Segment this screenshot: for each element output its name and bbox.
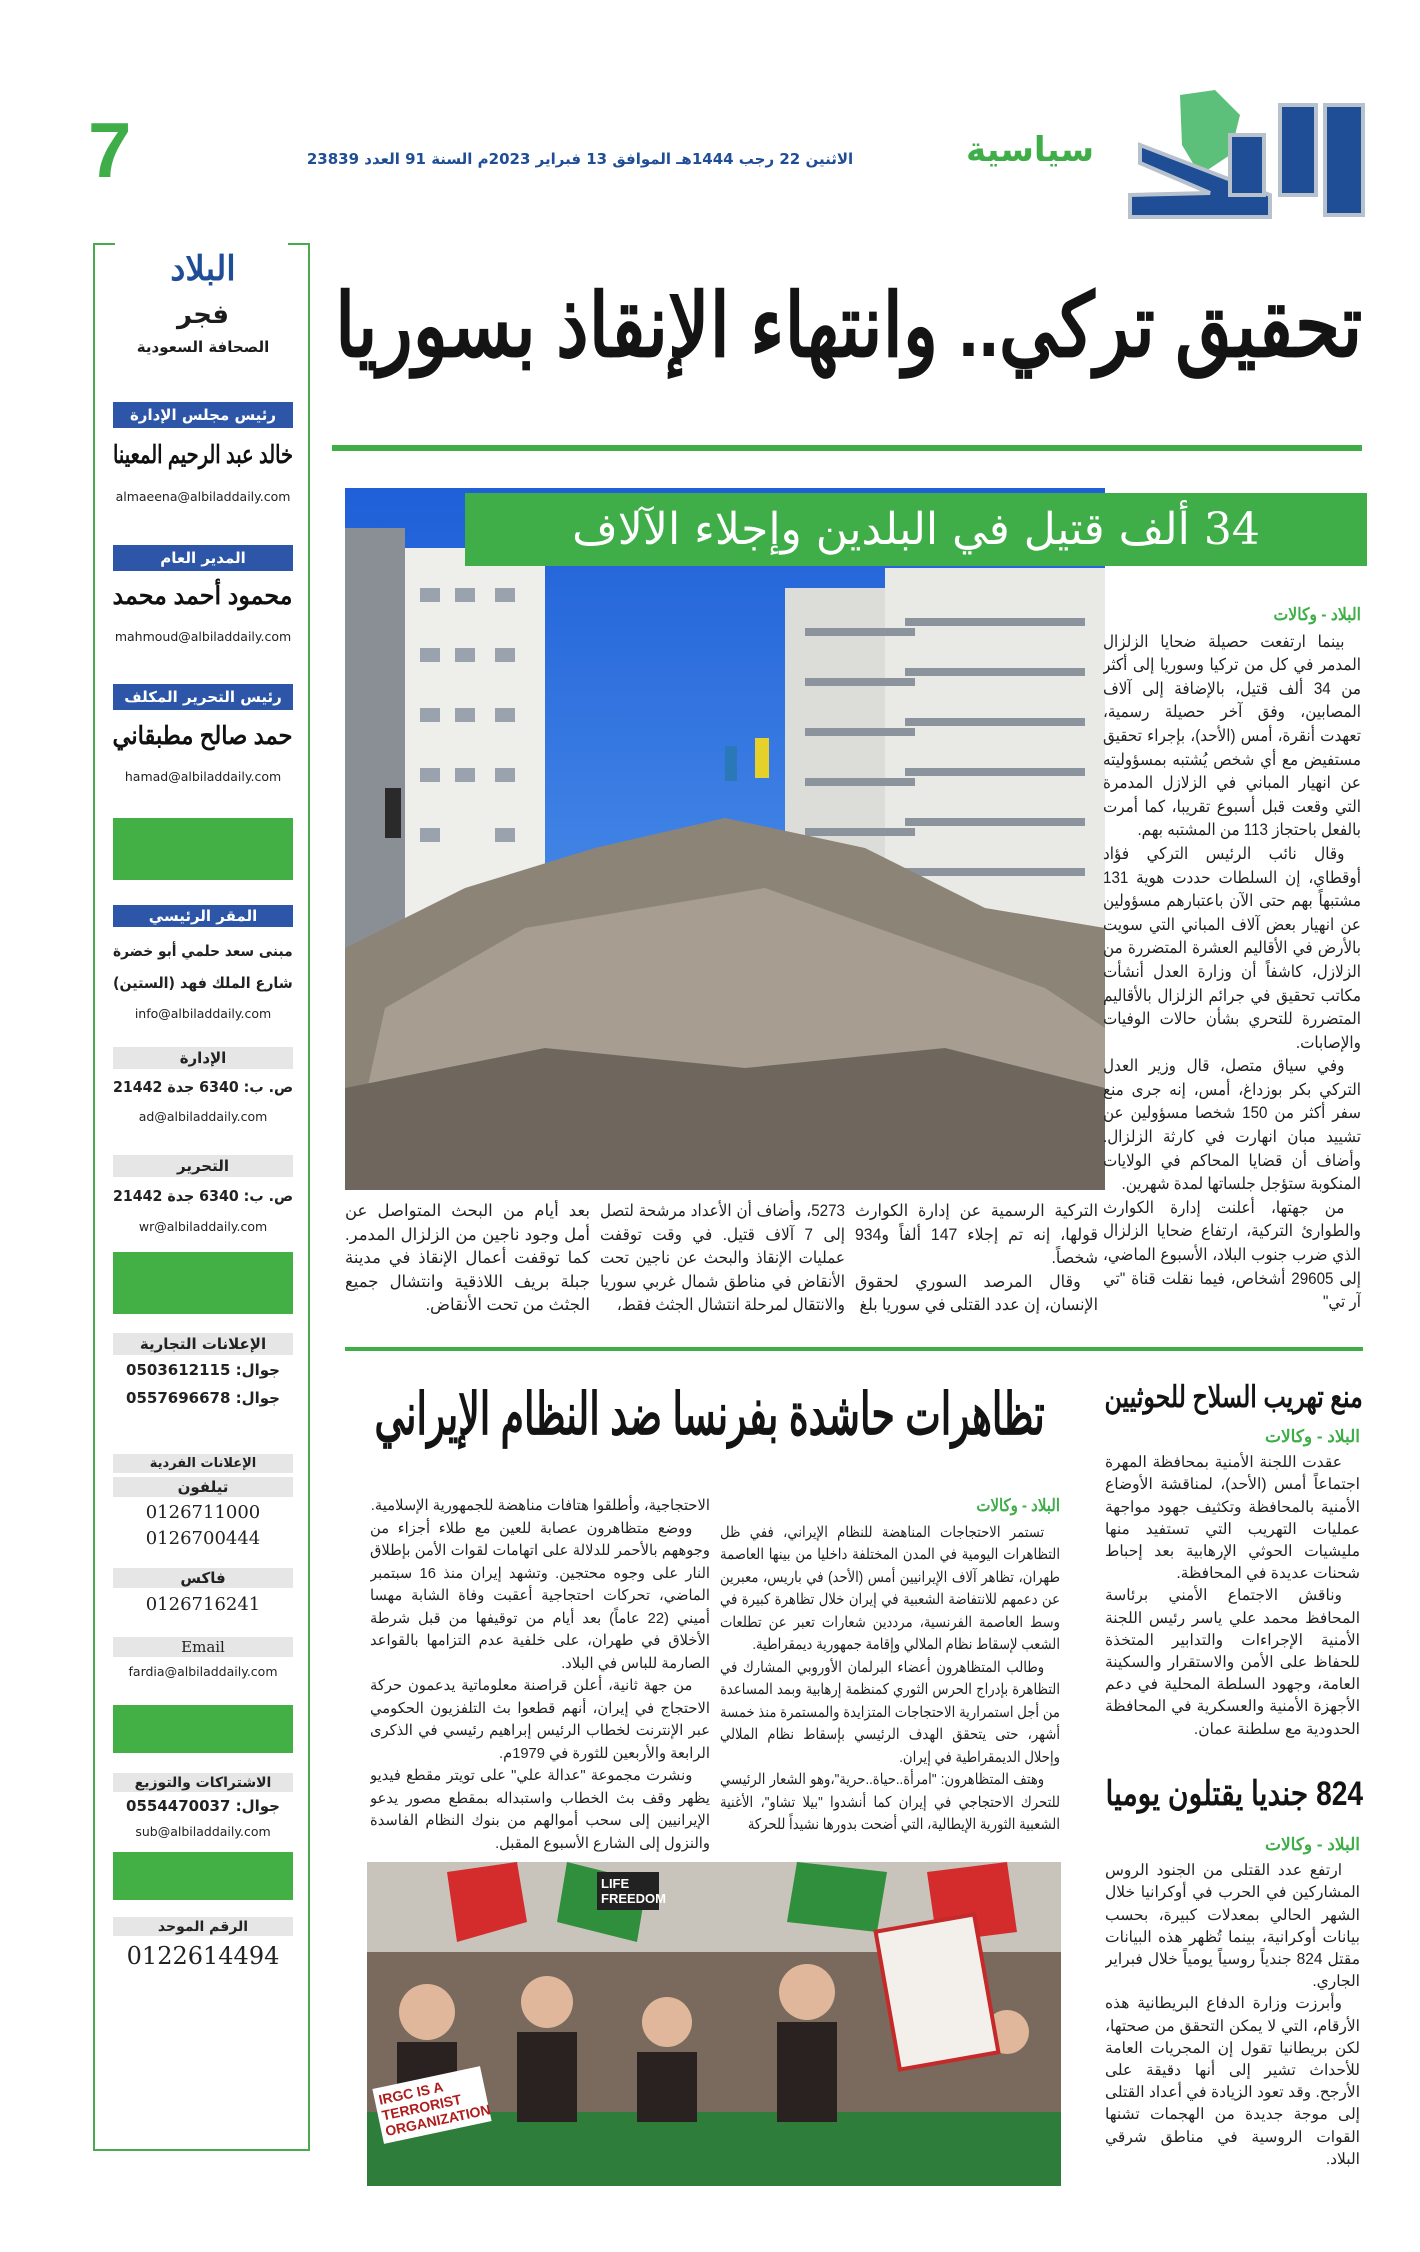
hq-label bbox=[113, 905, 293, 927]
paragraph: من جهتها، أعلنت إدارة الكوارث والطوارئ التركية، ارتفاع ضحايا الزلزال الذي ضرب جنوب البلاد، الأسبوع الماضي، إلى 29605 أشخاص، فيما نقلت قناة "تي آر تي" bbox=[1103, 1198, 1361, 1312]
green-block bbox=[113, 1705, 293, 1753]
lead-bottom-column-1 bbox=[855, 1200, 1098, 1340]
editor-name-text: حمد صالح مطبقاني bbox=[112, 722, 294, 750]
masthead-sidebar bbox=[93, 243, 310, 2151]
gm-label-text: المدير العام bbox=[160, 549, 246, 567]
phone-2 bbox=[113, 1527, 293, 1549]
commercial-mobile-1 bbox=[113, 1360, 293, 1380]
editorial-email-text[interactable]: wr@albiladdaily.com bbox=[138, 1218, 268, 1234]
paragraph: وطالب المتظاهرون أعضاء البرلمان الأوروبي المشارك في التظاهرة بإدراج الحرس الثوري كمنظمة إرهابية وبمد المساعدة من أجل استمرارية الاحتجاجات المتزايدة والمستمرة منذ خمسة أشهر، حتى يتحقق الهدف الرئيسي بإسقاط نظام الملالي وإحلال الديمقراطية في إيران. bbox=[720, 1658, 1060, 1766]
tagline-text: فجر bbox=[177, 300, 229, 330]
unified-number-label bbox=[113, 1917, 293, 1936]
fax-label-text: فاكس bbox=[180, 1569, 226, 1587]
editor-label bbox=[113, 684, 293, 710]
lead-byline: البلاد - وكالات bbox=[1273, 605, 1361, 624]
paragraph: وقال المرصد السوري لحقوق الإنسان، إن عدد القتلى في سوريا بلغ bbox=[855, 1272, 1098, 1315]
chairman-name-text: خالد عبد الرحيم المعينا bbox=[112, 441, 293, 469]
paragraph: وأبرزت وزارة الدفاع البريطانية هذه الأرقام، التي لا يمكن التحقق من صحتها، لكن بريطانيا تقول إن المجريات العامة للأحداث تشير إلى أنها دقيقة على الأرجح. وقد تعود الزيادة في أعداد القتلى إلى موجة جديدة من الهجمات تشنها القوات الروسية في مناطق شرقي البلاد. bbox=[1105, 1995, 1360, 2168]
paragraph: عقدت اللجنة الأمنية بمحافظة المهرة اجتماعاً أمس (الأحد)، لمناقشة الأوضاع الأمنية بالمحافظة وتكثيف جهود مواجهة عمليات التهريب التي تستفيد منها مليشيات الحوثي الإرهابية بعد إحباط شحنات عديدة في المحافظة. bbox=[1105, 1454, 1360, 1583]
ukraine-article-text bbox=[1105, 1834, 1360, 2171]
subscriptions-email[interactable] bbox=[113, 1823, 293, 1839]
paragraph: التركية الرسمية عن إدارة الكوارث قولها، إنه تم إجلاء 147 ألفاً و934 شخصاً. bbox=[855, 1202, 1098, 1268]
lead-bottom-text-3 bbox=[345, 1200, 590, 1318]
phone-1 bbox=[113, 1501, 293, 1523]
paragraph: ونشرت مجموعة "عدالة علي" على تويتر مقطع فيديو يظهر وقف بث الخطاب واستبداله بمقطع مصور يدعو الإيرانيين إلى سحب أموالهم من بنوك النظام الفاسدة والنزول إلى الشارع الأسبوع المقبل. bbox=[370, 1767, 710, 1852]
ukraine-byline: البلاد - وكالات bbox=[1264, 1835, 1360, 1854]
classified-ads-label-text: الإعلانات الفردية bbox=[149, 1456, 257, 1471]
hq-address-1-text: مبنى سعد حلمي أبو خضرة bbox=[113, 942, 293, 960]
paragraph: وناقش الاجتماع الأمني برئاسة المحافظ محمد علي ياسر رئيس اللجنة الأمنية الإجراءات والتدابير المتخذة للحفاظ على الأمن والاستقرار والسكينة العامة، وجهود السلطة المحلية في دعم الأجهزة الأمنية والعسكرية في المحافظة الحدودية مع سلطنة عمان. bbox=[1105, 1587, 1360, 1738]
paragraph: بعد أيام من البحث المتواصل عن أمل وجود ناجين من الزلزال المدمر. كما توقفت أعمال الإنقاذ في مدينة جبلة بريف اللاذقية وانتشال جميع الجثث من تحت الأنقاض. bbox=[345, 1202, 590, 1315]
phone-label-text: تيلفون bbox=[177, 1478, 229, 1496]
section-title-text: سياسية bbox=[966, 130, 1095, 170]
admin-label-text: الإدارة bbox=[179, 1049, 227, 1067]
albilad-logo bbox=[1120, 85, 1370, 230]
protest-photo bbox=[367, 1862, 1061, 2186]
editorial-label bbox=[113, 1155, 293, 1177]
editorial-email[interactable] bbox=[113, 1218, 293, 1234]
hq-address-2-text: شارع الملك فهد (الستين) bbox=[113, 974, 293, 992]
lead-banner-text: 34 ألف قتيل في البلدين وإجلاء الآلاف bbox=[572, 504, 1260, 555]
protest-sign-life-freedom: LIFE FREEDOM bbox=[597, 1872, 659, 1910]
ukraine-headline-text: 824 جنديا يقتلون يوميا bbox=[1105, 1775, 1363, 1813]
lead-banner bbox=[465, 493, 1367, 566]
classified-email-text[interactable]: fardia@albiladdaily.com bbox=[128, 1663, 278, 1679]
paragraph: الاحتجاجية، وأطلقوا هتافات مناهضة للجمهورية الإسلامية. bbox=[370, 1497, 710, 1514]
hq-address-1 bbox=[113, 941, 293, 961]
phone-1-text: 0126711000 bbox=[145, 1501, 261, 1523]
green-block bbox=[113, 1252, 293, 1314]
hq-email-text[interactable]: info@albiladdaily.com bbox=[134, 1005, 272, 1021]
paragraph: 5273، وأضاف أن الأعداد مرشحة لتصل إلى 7 آلاف قتيل. في وقت توقفت عمليات الإنقاذ والبحث عن ناجين تحت الأنقاض في مناطق شمال غربي سوريا والانتقال لمرحلة انتشال الجثث فقط، bbox=[600, 1202, 845, 1315]
paragraph: وقال نائب الرئيس التركي فؤاد أوقطاي، إن السلطات حددت هوية 131 مشتبهاً بهم حتى الآن باعتبارهم مسؤولين عن انهيار بعض آلاف المباني التي سويت بالأرض في الأقاليم العشرة المتضررة من الزلازل، كاشفاً أن وزارة العدل أنشأت مكاتب تحقيق في جرائم الزلزال بالأقاليم المتضررة للتحري بشأن حالات الوفيات والإصابات. bbox=[1103, 844, 1361, 1052]
protest-sign-irgc: IRGC IS A TERRORIST ORGANIZATION bbox=[372, 2066, 491, 2144]
commercial-ads-label-text: الإعلانات التجارية bbox=[139, 1335, 267, 1353]
ukraine-headline bbox=[1105, 1770, 1363, 1818]
green-block bbox=[113, 1852, 293, 1900]
section-title bbox=[945, 128, 1115, 172]
subscriptions-label-text: الاشتراكات والتوزيع bbox=[134, 1774, 272, 1791]
paragraph: ووضع متظاهرون عصابة للعين مع طلاء أجزاء من وجوههم بالأحمر للدلالة على اتهامات لقوات الأمن بإطلاق النار على وجوه محتجين. وتشهد إيران منذ 16 سبتمبر الماضي، تحركات احتجاجية أعقبت وفاة الشابة مهسا أميني (22 عاماً) بعد أيام من توقيفها من قبل شرطة الأخلاق في طهران، على خلفية عدم التزامها بالقواعد الصارمة للباس في البلاد. bbox=[370, 1519, 710, 1672]
fax-label bbox=[113, 1568, 293, 1588]
editorial-label-text: التحرير bbox=[177, 1157, 230, 1175]
fax-number-text: 0126716241 bbox=[145, 1593, 261, 1615]
commercial-mobile-2 bbox=[113, 1388, 293, 1408]
admin-email-text[interactable]: ad@albiladdaily.com bbox=[138, 1108, 268, 1124]
divider bbox=[345, 1347, 1363, 1351]
subscriptions-email-text[interactable]: sub@albiladdaily.com bbox=[135, 1823, 271, 1839]
tagline bbox=[113, 298, 293, 332]
chairman-email[interactable] bbox=[113, 488, 293, 504]
gm-name bbox=[113, 580, 293, 612]
iran-byline: البلاد - وكالات bbox=[976, 1496, 1060, 1515]
chairman-email-text[interactable]: almaeena@albiladdaily.com bbox=[115, 488, 291, 504]
editor-email[interactable] bbox=[113, 768, 293, 784]
hq-label-text: المقر الرئيسي bbox=[148, 907, 258, 925]
gm-email-text[interactable]: mahmoud@albiladdaily.com bbox=[114, 628, 292, 644]
paragraph: بينما ارتفعت حصيلة ضحايا الزلزال المدمر في كل من تركيا وسوريا إلى أكثر من 34 ألف قتيل، بالإضافة إلى آلاف المصابين، وفق آخر حصيلة رسمية، تعهدت أنقرة، أمس (الأحد)، بإجراء تحقيق مستفيض مع أي شخص يُشتبه بمسؤوليته عن انهيار المباني في الزلازل المدمرة التي وقعت قبل أسبوع تقريبا، كما أمرت بالفعل باحتجاز 113 من المشتبه بهم. bbox=[1103, 632, 1361, 840]
lead-headline bbox=[335, 268, 1362, 383]
unified-number-text: 0122614494 bbox=[126, 1942, 280, 1970]
admin-po-box-text: ص. ب: 6340 جدة 21442 bbox=[112, 1078, 294, 1096]
admin-po-box bbox=[113, 1077, 293, 1097]
commercial-mobile-1-text: جوال: 0503612115 bbox=[126, 1361, 280, 1379]
houthi-byline: البلاد - وكالات bbox=[1264, 1427, 1360, 1446]
gm-name-text: محمود أحمد محمد bbox=[112, 582, 293, 610]
lead-article-column bbox=[1103, 603, 1361, 1335]
iran-article-right-text bbox=[720, 1495, 1060, 1837]
lead-bottom-column-2 bbox=[600, 1200, 845, 1340]
phone-2-text: 0126700444 bbox=[145, 1527, 261, 1549]
unified-number bbox=[113, 1941, 293, 1971]
houthi-article bbox=[1105, 1426, 1360, 1762]
subscriptions-label bbox=[113, 1773, 293, 1792]
tagline-sub bbox=[113, 337, 293, 357]
lead-headline-text: تحقيق تركي.. وانتهاء الإنقاذ بسوريا bbox=[334, 276, 1363, 375]
dateline bbox=[240, 148, 920, 170]
classified-ads-label bbox=[113, 1454, 293, 1473]
houthi-headline bbox=[1105, 1376, 1363, 1418]
editor-name bbox=[113, 720, 293, 752]
subscriptions-mobile-text: جوال: 0554470037 bbox=[126, 1797, 280, 1815]
gm-label bbox=[113, 545, 293, 571]
lead-article-text bbox=[1103, 603, 1361, 1315]
lead-bottom-text-1 bbox=[855, 1200, 1098, 1318]
houthi-article-text bbox=[1105, 1426, 1360, 1741]
lead-bottom-text-2 bbox=[600, 1200, 845, 1318]
houthi-headline-text: منع تهريب السلاح للحوثيين bbox=[1104, 1380, 1364, 1414]
chairman-label-text: رئيس مجلس الإدارة bbox=[129, 406, 277, 424]
paragraph: من جهة ثانية، أعلن قراصنة معلوماتية يدعمون حركة الاحتجاج في إيران، أنهم قطعوا بث التلفزيون الحكومي عبر الإنترنت لخطاب الرئيس إبراهيم رئيسي في الذكرى الرابعة والأربعين للثورة في 1979م. bbox=[370, 1677, 710, 1762]
editorial-po-box-text: ص. ب: 6340 جدة 21442 bbox=[112, 1187, 294, 1205]
chairman-name bbox=[113, 439, 293, 471]
editor-email-text[interactable]: hamad@albiladdaily.com bbox=[124, 768, 282, 784]
chairman-label bbox=[113, 402, 293, 428]
page-number: 7 bbox=[88, 106, 132, 194]
admin-email[interactable] bbox=[113, 1108, 293, 1124]
email-label bbox=[113, 1637, 293, 1657]
fax-number bbox=[113, 1593, 293, 1615]
editorial-po-box bbox=[113, 1186, 293, 1206]
lead-bottom-column-3 bbox=[345, 1200, 590, 1340]
admin-label bbox=[113, 1047, 293, 1069]
paragraph: وهتف المتظاهرون: "امرأة..حياة..حرية"،وهو الشعار الرئيسي للتحرك الاحتجاجي في إيران كما أنشدوا "بيلا تشاو"، الأغنية الشعبية الثورية الإيطالية، التي أضحت بدورها نشيداً للحركة bbox=[720, 1771, 1060, 1833]
commercial-mobile-2-text: جوال: 0557696678 bbox=[126, 1389, 280, 1407]
tagline-sub-text: الصحافة السعودية bbox=[136, 338, 270, 356]
paragraph: ارتفع عدد القتلى من الجنود الروس المشاركين في الحرب في أوكرانيا خلال الشهر الحالي بمعدلات كبيرة، بحسب بيانات أوكرانية، بينما تُظهر هذه البيانات مقتل 824 جندياً روسياً يومياً خلال فبراير الجاري. bbox=[1105, 1862, 1360, 1991]
dateline-text: الاثنين 22 رجب 1444هـ الموافق 13 فبراير 2023م السنة 91 العدد 23839 bbox=[306, 150, 854, 168]
paragraph: تستمر الاحتجاجات المناهضة للنظام الإيراني، ففي ظل التظاهرات اليومية في المدن المختلفة داخليا من بينها العاصمة طهران، تظاهر آلاف الإيرانيين أمس (الأحد) في باريس، معبرين عن دعمهم للانتفاضة الشعبية في إيران خلال تظاهرة كبيرة في وسط العاصمة الفرنسية، مرددين شعارات تعبر عن تطلعات الشعب لإسقاط نظام الملالي وإقامة جمهورية ديمقراطية. bbox=[720, 1523, 1060, 1653]
sidebar-logo bbox=[113, 248, 293, 290]
classified-email[interactable] bbox=[113, 1663, 293, 1679]
paragraph: وفي سياق متصل، قال وزير العدل التركي بكر بوزداغ، أمس، إنه جرى منع سفر أكثر من 150 شخصا مسؤولين عن تشييد مبان انهارت في كارثة الزلزال. وأضاف أن قضايا المحاكم في الولايات المنكوبة ستؤجل جلساتها لمدة شهرين. bbox=[1103, 1057, 1361, 1194]
editor-label-text: رئيس التحرير المكلف bbox=[124, 688, 282, 706]
gm-email[interactable] bbox=[113, 628, 293, 644]
green-block bbox=[113, 818, 293, 880]
unified-number-label-text: الرقم الموحد bbox=[157, 1918, 249, 1935]
hq-email[interactable] bbox=[113, 1005, 293, 1021]
iran-headline-text: تظاهرات حاشدة بفرنسا ضد النظام الإيراني bbox=[374, 1382, 1046, 1447]
email-label-text: Email bbox=[181, 1638, 225, 1656]
divider bbox=[332, 445, 1362, 451]
iran-article-left bbox=[370, 1495, 710, 1855]
iran-headline bbox=[375, 1378, 1045, 1450]
commercial-ads-label bbox=[113, 1333, 293, 1355]
phone-label bbox=[113, 1477, 293, 1497]
iran-article-left-text bbox=[370, 1495, 710, 1855]
iran-article-right bbox=[720, 1495, 1060, 1855]
subscriptions-mobile bbox=[113, 1796, 293, 1816]
hq-address-2 bbox=[113, 973, 293, 993]
ukraine-article bbox=[1105, 1834, 1360, 2234]
earthquake-photo bbox=[345, 488, 1105, 1190]
sidebar-logo-text: البلاد bbox=[170, 250, 236, 288]
